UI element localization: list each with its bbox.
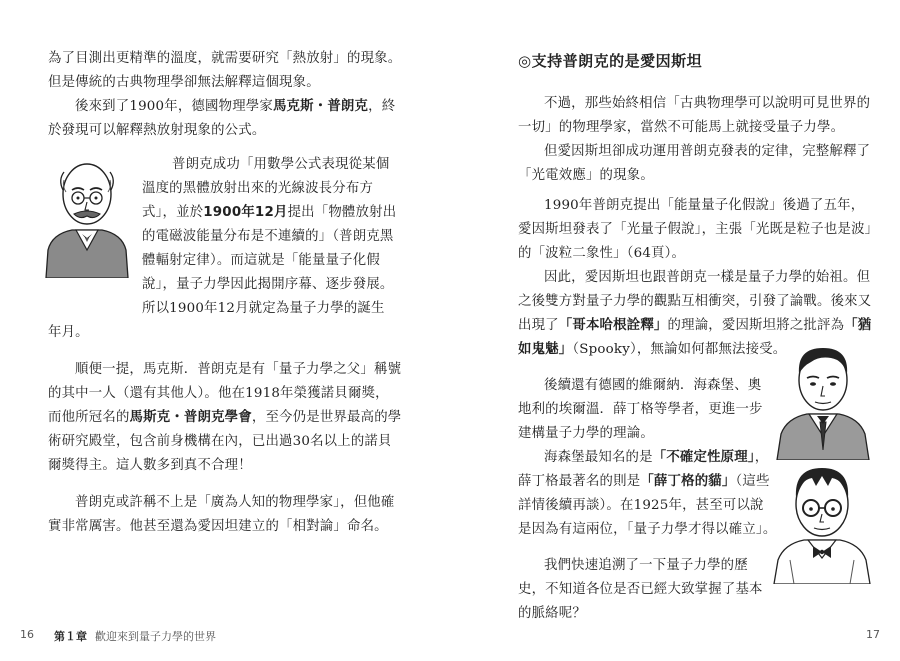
left-para6-line2: 實非常厲害。他甚至還為愛因坦建立的「相對論」命名。 [48, 519, 388, 534]
right-para5-line3: 建構量子力學的理論。 [518, 426, 654, 441]
right-para2-line2: 「光電效應」的現象。 [518, 168, 654, 183]
right-para6-line3: 詳情後續再談）。在1925年，甚至可以說 [518, 498, 764, 513]
right-para7-line2: 史，不知道各位是否已經大致掌握了基本 [518, 582, 763, 597]
right-para7-line3: 的脈絡呢？ [518, 606, 586, 621]
left-para5-line1: 順便一提，馬克斯．普朗克是有「量子力學之父」稱號 [75, 362, 402, 377]
left-para3-line1: 普朗克成功「用數學公式表現從某個 [172, 157, 390, 172]
left-para4-line2: 年月。 [48, 325, 89, 340]
spooky-bold-start: 「猶 [844, 318, 872, 333]
spooky-bold-end: 如鬼魅」 [518, 342, 573, 357]
right-para5-line1: 後續還有德國的維爾納．海森堡、奧 [544, 378, 762, 393]
uncertainty-bold: 「不確定性原理」 [652, 450, 755, 465]
left-para5-line2: 的其中一人（還有其他人）。他在1918年榮獲諾貝爾獎， [48, 386, 389, 401]
right-para2-line1: 但愛因斯坦卻成功運用普朗克發表的定律，完整解釋了 [544, 144, 871, 159]
left-para6-line1: 普朗克或許稱不上是「廣為人知的物理學家」，但他確 [75, 495, 395, 510]
right-para6-line1: 海森堡最知名的是「不確定性原理」， [544, 450, 769, 465]
right-para1-line1: 不過，那些始終相信「古典物理學可以說明可見世界的 [544, 96, 871, 111]
right-para7-line1: 我們快速追溯了一下量子力學的歷 [544, 558, 748, 573]
left-para5-line5: 爾獎得主。這人數多到真不合理！ [48, 458, 252, 473]
right-page-number: 17 [866, 628, 880, 641]
left-para3-line2: 溫度的黑體放射出來的光線波長分布方 [142, 181, 374, 196]
right-para4-line2: 之後雙方對量子力學的觀點互相衝突，引發了論戰。後來又 [518, 294, 872, 309]
right-para4-line3: 出現了「哥本哈根詮釋」的理論，愛因斯坦將之批評為「猶 [518, 318, 872, 333]
planck-name-bold: 馬克斯・普朗克 [272, 99, 369, 114]
right-para3-line2: 愛因斯坦發表了「光量子假說」，主張「光既是粒子也是波」 [518, 222, 879, 237]
society-name-bold: 馬斯克・普朗克學會 [129, 410, 252, 425]
chapter-title: 歡迎來到量子力學的世界 [95, 630, 216, 643]
chapter-footer [54, 628, 216, 644]
left-para3-line3: 式」，並於1900年12月提出「物體放射出 [142, 205, 397, 220]
section-heading: ◎支持普朗克的是愛因斯坦 [518, 52, 703, 70]
right-para1-line2: 一切」的物理學家，當然不可能馬上就接受量子力學。 [518, 120, 845, 135]
heisenberg-portrait [773, 338, 873, 460]
right-para4-line4: 如鬼魅」（Spooky），無論如何都無法接受。 [518, 342, 787, 357]
chapter-label: 第１章 [54, 630, 87, 643]
right-para5-line2: 地利的埃爾溫．薛丁格等學者，更進一步 [518, 402, 763, 417]
left-para1-line2: 但是傳統的古典物理學卻無法解釋這個現象。 [48, 75, 320, 90]
left-para3-line4: 的電磁波能量分布是不連續的」（普朗克黑 [142, 229, 394, 244]
left-para2-line2: 於發現可以解釋熱放射現象的公式。 [48, 123, 266, 138]
left-para5-line4: 術研究殿堂，包含前身機構在內，已出過30名以上的諾貝 [48, 434, 392, 449]
left-para5-line3: 而他所冠名的馬斯克・普朗克學會，至今仍是世界最高的學 [48, 410, 402, 425]
copenhagen-bold: 「哥本哈根詮釋」 [558, 318, 668, 333]
right-para6-line4: 是因為有這兩位，「量子力學才得以確立」。 [518, 522, 777, 537]
schrodinger-cat-bold: 「薛丁格的貓」 [640, 474, 736, 489]
date-bold: 1900年12月 [203, 205, 288, 220]
schrodinger-portrait [770, 460, 874, 584]
left-page-number: 16 [20, 628, 34, 641]
planck-portrait [42, 150, 132, 278]
right-para3-line3: 的「波粒二象性」（64頁）。 [518, 246, 686, 261]
left-para4-line1: 所以1900年12月就定為量子力學的誕生 [142, 301, 385, 316]
left-para2-line1: 後來到了1900年，德國物理學家馬克斯・普朗克，終 [75, 99, 396, 114]
left-para3-line6: 說」，量子力學因此揭開序幕、逐步發展。 [142, 277, 394, 292]
right-para4-line1: 因此，愛因斯坦也跟普朗克一樣是量子力學的始祖。但 [544, 270, 871, 285]
left-para3-line5: 體輻射定律）。而這就是「能量量子化假 [142, 253, 380, 268]
right-para6-line2: 薛丁格最著名的則是「薛丁格的貓」（這些 [518, 474, 770, 489]
left-para1-line1: 為了目測出更精準的溫度，就需要研究「熱放射」的現象。 [48, 51, 402, 66]
right-para3-line1: 1990年普朗克提出「能量量子化假說」後過了五年， [544, 198, 865, 213]
